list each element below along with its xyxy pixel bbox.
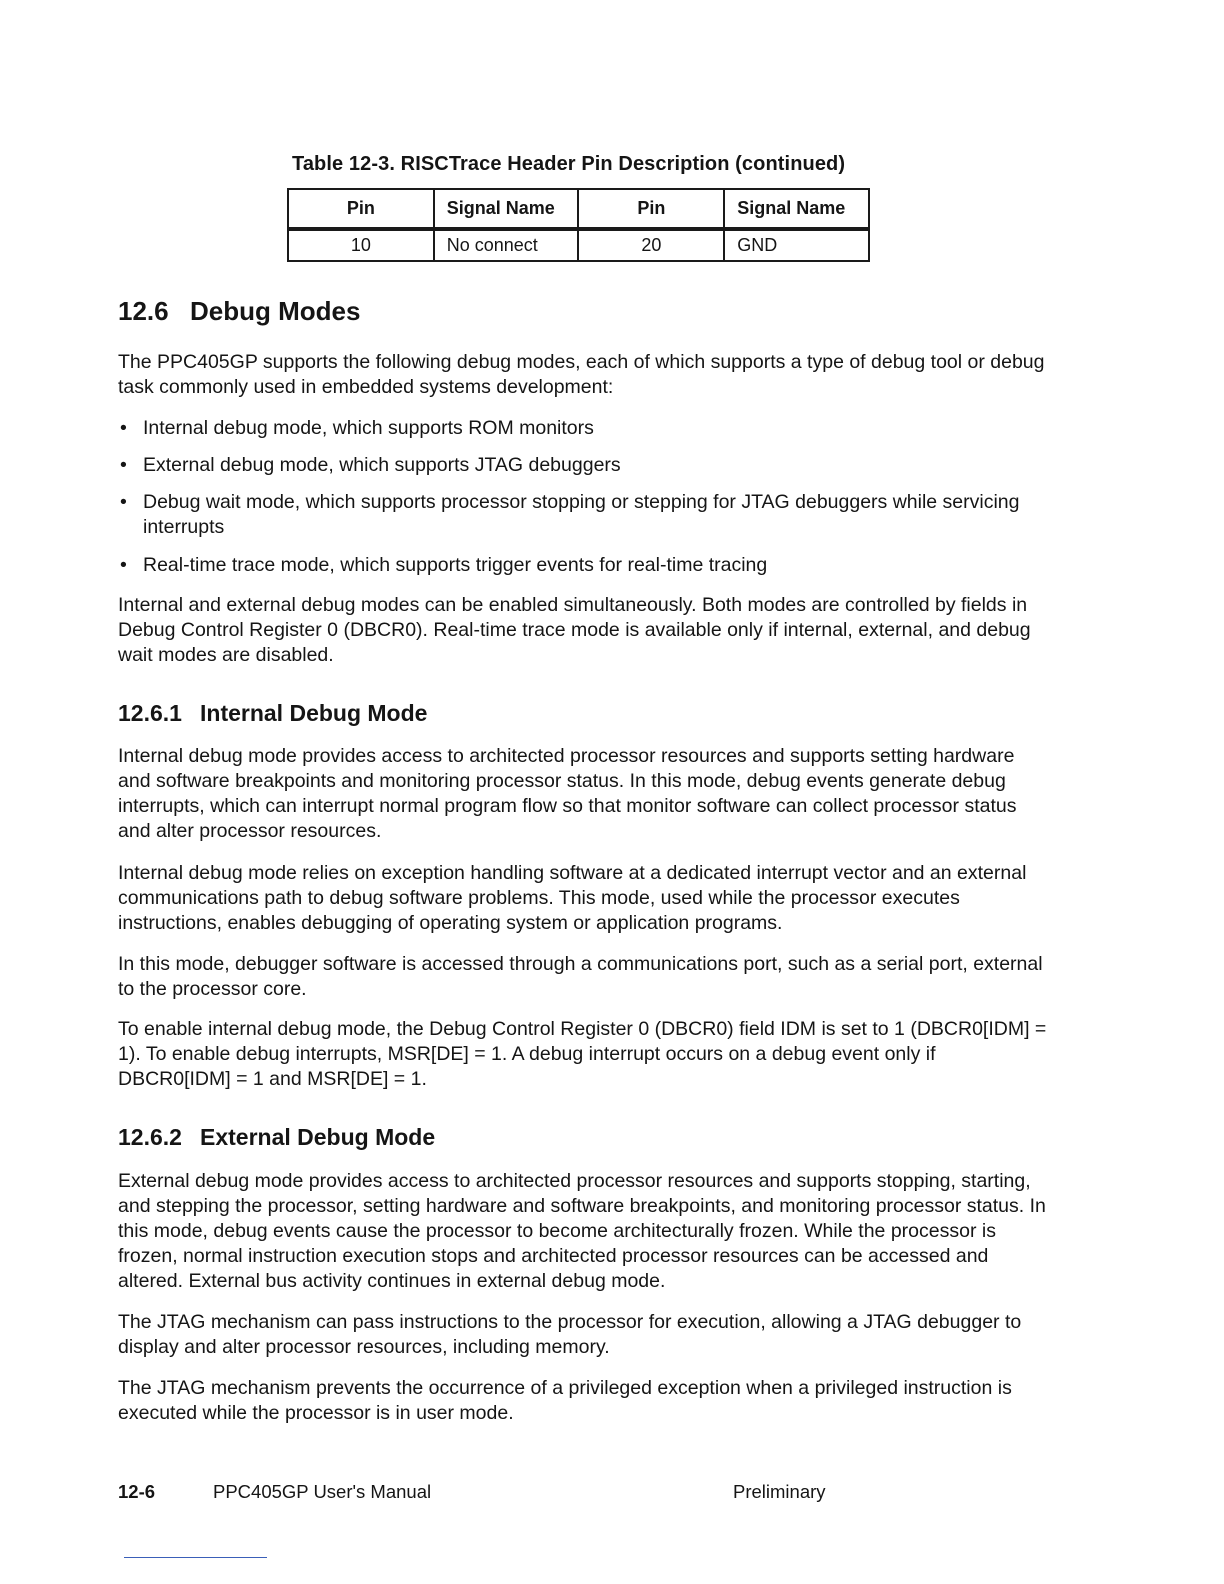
table-cell-signal-name: No connect [434, 229, 579, 261]
bullet-icon: • [120, 554, 127, 576]
table-row [288, 229, 869, 261]
subsection-paragraph: To enable internal debug mode, the Debug Control Register 0 (DBCR0) field IDM is set to 1 (DBCR0[IDM] = 1). To enable debug interrupts, MSR[DE] = 1. A debug interrupt occurs on a debug event only if DBCR0[IDM] = 1 and MSR[DE] = 1. [118, 1018, 1047, 1090]
subsection-paragraph: Internal debug mode relies on exception handling software at a dedicated interrupt vector and an external communications path to debug software problems. This mode, used while the processor executes instructions, enables debugging of operating system or application programs. [118, 862, 1027, 934]
bottom-rule-divider [124, 1557, 267, 1558]
section-title: Debug Modes [190, 296, 361, 326]
bullet-item: • Real-time trace mode, which supports trigger events for real-time tracing [120, 554, 768, 576]
footer-page-number: 12-6 [118, 1481, 156, 1502]
table-header-row [288, 189, 869, 229]
subsection-paragraph: Internal debug mode provides access to architected processor resources and supports setting hardware and software breakpoints and monitoring processor status. In this mode, debug events generate debug interrupts, which can interrupt normal program flow so that monitor software can collect processor status and alter processor resources. [118, 745, 1017, 842]
subsection-heading [118, 1124, 435, 1151]
subsection-heading [118, 700, 427, 727]
subsection-number: 12.6.2 [118, 1124, 182, 1150]
section-intro-paragraph: The PPC405GP supports the following debug modes, each of which supports a type of debug tool or debug task commonly used in embedded systems development: [118, 351, 1045, 398]
column-header-signal-name: Signal Name [724, 189, 869, 229]
bullet-item: • Internal debug mode, which supports ROM monitors [120, 417, 594, 439]
subsection-number: 12.6.1 [118, 700, 182, 726]
bullet-icon: • [120, 491, 127, 513]
bullet-item: • External debug mode, which supports JTAG debuggers [120, 454, 621, 476]
section-number: 12.6 [118, 296, 169, 326]
subsection-paragraph: The JTAG mechanism can pass instructions to the processor for execution, allowing a JTAG debugger to display and alter processor resources, including memory. [118, 1311, 1022, 1358]
bullet-icon: • [120, 417, 127, 439]
subsection-paragraph: External debug mode provides access to architected processor resources and supports stopping, starting, and stepping the processor, setting hardware and software breakpoints, and monitoring processor status. In this mode, debug events cause the processor to become architecturally frozen. While the processor is frozen, normal instruction execution stops and architected processor resources can be accessed and altered. External bus activity continues in external debug mode. [118, 1170, 1046, 1292]
bullet-item: • Debug wait mode, which supports processor stopping or stepping for JTAG debuggers while servicing interrupts [120, 491, 1020, 538]
section-heading [118, 296, 360, 327]
section-paragraph: Internal and external debug modes can be enabled simultaneously. Both modes are controlled by fields in Debug Control Register 0 (DBCR0). Real-time trace mode is available only if internal, external, and debug wait modes are disabled. [118, 594, 1031, 666]
footer-manual-title: PPC405GP User's Manual [213, 1481, 432, 1502]
bullet-icon: • [120, 454, 127, 476]
column-header-pin: Pin [578, 189, 724, 229]
table-cell-pin: 20 [578, 229, 724, 261]
column-header-pin: Pin [288, 189, 434, 229]
subsection-paragraph: The JTAG mechanism prevents the occurrence of a privileged exception when a privileged instruction is executed while the processor is in user mode. [118, 1377, 1012, 1424]
subsection-title: Internal Debug Mode [200, 700, 428, 726]
table-caption: Table 12-3. RISCTrace Header Pin Description (continued) [292, 153, 846, 175]
table-cell-pin: 10 [288, 229, 434, 261]
table-cell-signal-name: GND [724, 229, 869, 261]
subsection-paragraph: In this mode, debugger software is accessed through a communications port, such as a serial port, external to the processor core. [118, 953, 1043, 1000]
pin-description-table [287, 188, 870, 262]
footer-status: Preliminary [733, 1481, 826, 1502]
column-header-signal-name: Signal Name [434, 189, 579, 229]
subsection-title: External Debug Mode [200, 1124, 436, 1150]
